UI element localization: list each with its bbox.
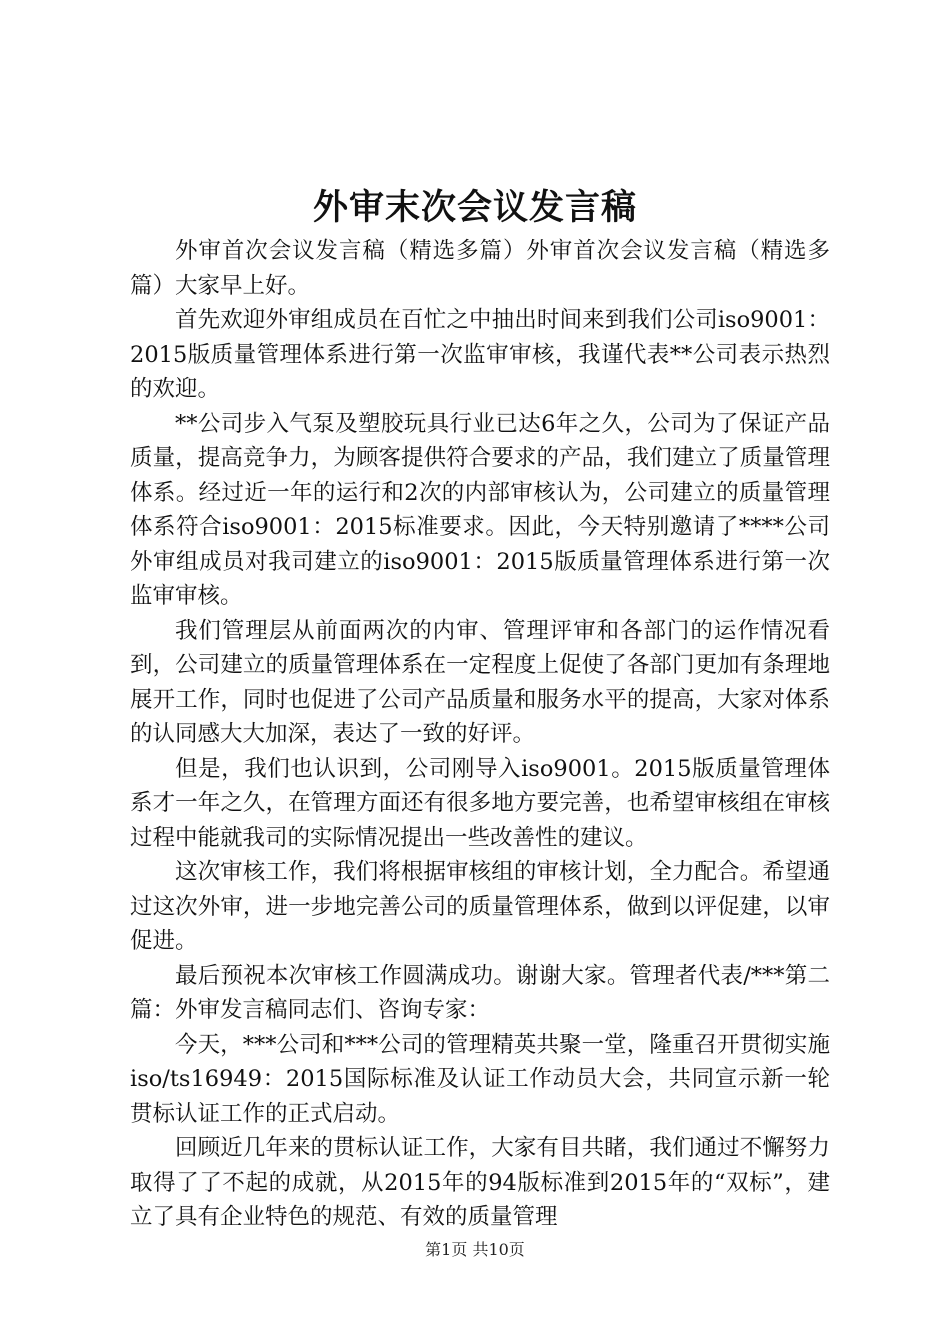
document-body [130,234,830,1235]
paragraph: 外审首次会议发言稿（精选多篇）外审首次会议发言稿（精选多篇）大家早上好。 [130,238,830,299]
page-number-footer: 第1页 共10页 [425,1240,525,1259]
paragraph: **公司步入气泵及塑胶玩具行业已达6年之久，公司为了保证产品质量，提高竞争力，为顾客提供符合要求的产品，我们建立了质量管理体系。经过近一年的运行和2次的内部审核认为，公司建立的质量管理体系符合iso9001：2015标准要求。因此，今天特别邀请了****公司外审组成员对我司建立的iso9001：2015版质量管理体系进行第一次监审审核。 [130,410,830,609]
paragraph: 首先欢迎外审组成员在百忙之中抽出时间来到我们公司iso9001：2015版质量管理体系进行第一次监审审核，我谨代表**公司表示热烈的欢迎。 [130,307,830,402]
document-title: 外审末次会议发言稿 [312,187,637,228]
paragraph: 回顾近几年来的贯标认证工作，大家有目共睹，我们通过不懈努力取得了了不起的成就，从2015年的94版标准到2015年的“双标”，建立了具有企业特色的规范、有效的质量管理 [130,1135,830,1230]
paragraph: 今天，***公司和***公司的管理精英共聚一堂，隆重召开贯彻实施iso/ts16949：2015国际标准及认证工作动员大会，共同宣示新一轮贯标认证工作的正式启动。 [130,1031,830,1127]
paragraph: 我们管理层从前面两次的内审、管理评审和各部门的运作情况看到，公司建立的质量管理体系在一定程度上促使了各部门更加有条理地展开工作，同时也促进了公司产品质量和服务水平的提高，大家对体系的认同感大大加深，表达了一致的好评。 [130,617,830,747]
paragraph: 最后预祝本次审核工作圆满成功。谢谢大家。管理者代表/***第二篇：外审发言稿同志们、咨询专家： [130,962,830,1023]
paragraph: 但是，我们也认识到，公司刚导入iso9001。2015版质量管理体系才一年之久，在管理方面还有很多地方要完善，也希望审核组在审核过程中能就我司的实际情况提出一些改善性的建议。 [130,755,830,851]
paragraph: 这次审核工作，我们将根据审核组的审核计划，全力配合。希望通过这次外审，进一步地完善公司的质量管理体系，做到以评促建，以审促进。 [130,859,830,954]
